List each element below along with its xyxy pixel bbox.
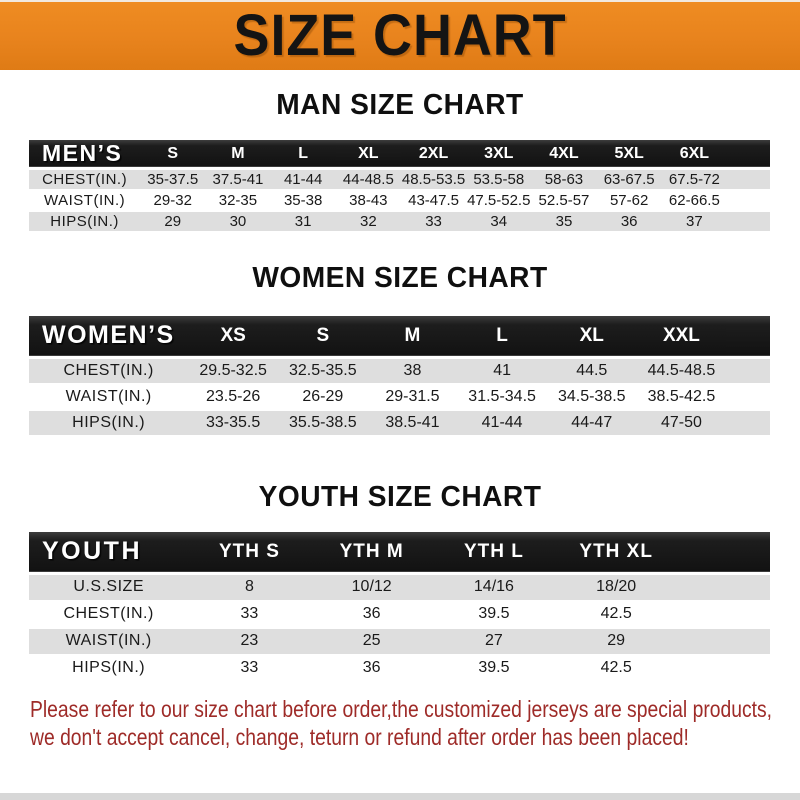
size-value-cell: 37 <box>686 212 703 230</box>
size-value-cell: 58-63 <box>544 170 584 188</box>
size-value-cell: 48.5-53.5 <box>401 170 466 188</box>
column-header-cell: 2XL <box>418 144 449 162</box>
row-label-cell: CHEST(IN.) <box>42 170 128 188</box>
size-value-cell: 47-50 <box>660 413 702 431</box>
column-header-cell: XXL <box>662 324 700 346</box>
table-row <box>29 211 770 232</box>
column-header-cell: 3XL <box>484 144 514 162</box>
women-size-chart-heading: WOMEN SIZE CHART <box>252 261 548 294</box>
size-value-cell: 31 <box>294 212 312 230</box>
filler-cell <box>726 384 770 410</box>
size-value-cell: 41 <box>493 361 511 379</box>
size-value-cell: 62-66.5 <box>668 191 720 209</box>
size-value-cell: 35 <box>555 212 573 230</box>
disclaimer-line-2: we don't accept cancel, change, teturn or refund after order has been placed! <box>30 723 689 750</box>
size-value-cell: 32 <box>360 212 377 230</box>
row-label-cell: HIPS(IN.) <box>72 659 146 676</box>
column-header-cell: M <box>231 144 245 162</box>
row-label-cell: WAIST(IN.) <box>44 191 126 209</box>
filler-cell <box>726 410 770 436</box>
table-title-cell: WOMEN’S <box>42 321 175 350</box>
size-value-cell: 31.5-34.5 <box>468 387 536 405</box>
row-label-cell: CHEST(IN.) <box>63 361 154 379</box>
column-header-cell: XS <box>220 324 246 346</box>
size-value-cell: 23 <box>240 632 259 649</box>
column-header-cell: YTH S <box>218 540 280 562</box>
size-value-cell: 32-35 <box>218 191 258 209</box>
size-value-cell: 34 <box>490 212 508 230</box>
size-value-cell: 44-48.5 <box>342 170 394 188</box>
size-value-cell: 38-43 <box>349 191 388 209</box>
size-value-cell: 25 <box>362 632 381 649</box>
size-value-cell: 33 <box>425 212 442 230</box>
size-value-cell: 37.5-41 <box>212 170 264 188</box>
size-value-cell: 47.5-52.5 <box>467 191 531 209</box>
size-value-cell: 39.5 <box>478 605 510 622</box>
filler-cell <box>677 655 770 682</box>
filler-cell <box>727 140 770 169</box>
size-value-cell: 43-47.5 <box>408 191 459 209</box>
column-header-cell: 6XL <box>679 144 710 162</box>
size-value-cell: 63-67.5 <box>603 170 655 188</box>
filler-cell <box>726 358 770 384</box>
man-size-table <box>29 140 770 233</box>
size-value-cell: 23.5-26 <box>206 387 261 405</box>
size-value-cell: 14/16 <box>473 578 514 596</box>
column-header-cell: XL <box>579 324 604 346</box>
column-header-cell: M <box>404 324 421 346</box>
disclaimer-line-1: Please refer to our size chart before order,the customized jerseys are special products, <box>30 695 773 722</box>
table-row <box>29 410 770 436</box>
size-value-cell: 42.5 <box>600 605 632 622</box>
row-label-cell: HIPS(IN.) <box>50 212 119 230</box>
size-value-cell: 38.5-42.5 <box>647 387 716 405</box>
column-header-cell: YTH XL <box>579 540 653 562</box>
row-label-cell: CHEST(IN.) <box>63 605 154 622</box>
size-value-cell: 35-38 <box>283 191 323 209</box>
table-title-cell: MEN’S <box>42 140 123 166</box>
size-value-cell: 36 <box>362 605 381 622</box>
size-value-cell: 38 <box>403 361 422 379</box>
size-value-cell: 33-35.5 <box>206 413 261 431</box>
column-header-cell: L <box>298 144 309 162</box>
size-value-cell: 35.5-38.5 <box>288 413 357 431</box>
disclaimer <box>30 695 800 751</box>
table-row <box>29 169 770 190</box>
table-header-row <box>29 532 770 574</box>
size-value-cell: 29-31.5 <box>385 387 440 405</box>
size-value-cell: 36 <box>620 212 638 230</box>
filler-cell <box>677 532 770 574</box>
filler-cell <box>727 211 770 232</box>
size-value-cell: 42.5 <box>600 659 632 676</box>
banner <box>0 0 800 70</box>
filler-cell <box>677 601 770 628</box>
size-value-cell: 38.5-41 <box>385 413 440 431</box>
filler-cell <box>727 190 770 211</box>
size-value-cell: 26-29 <box>302 387 344 405</box>
table-row <box>29 190 770 211</box>
column-header-cell: YTH L <box>463 540 524 562</box>
column-header-cell: 4XL <box>549 144 579 162</box>
size-value-cell: 44.5 <box>576 361 608 379</box>
size-value-cell: 34.5-38.5 <box>557 387 626 405</box>
size-value-cell: 27 <box>485 632 503 649</box>
size-value-cell: 29 <box>607 632 626 649</box>
size-value-cell: 10/12 <box>351 578 392 596</box>
size-value-cell: 53.5-58 <box>473 170 525 188</box>
table-header-row <box>29 316 770 358</box>
table-row <box>29 655 770 682</box>
size-value-cell: 41-44 <box>283 170 323 188</box>
row-label-cell: WAIST(IN.) <box>65 387 152 405</box>
size-value-cell: 39.5 <box>478 659 510 676</box>
filler-cell <box>726 316 770 358</box>
women-size-table <box>29 316 770 437</box>
size-value-cell: 36 <box>362 659 381 676</box>
bottom-strip <box>0 793 800 800</box>
size-value-cell: 44-47 <box>571 413 613 431</box>
table-row <box>29 384 770 410</box>
row-label-cell: WAIST(IN.) <box>65 632 152 649</box>
size-value-cell: 29 <box>164 212 182 230</box>
size-value-cell: 35-37.5 <box>147 170 199 188</box>
column-header-cell: 5XL <box>614 144 644 162</box>
size-value-cell: 30 <box>229 212 247 230</box>
table-row <box>29 628 770 655</box>
column-header-cell: YTH M <box>339 540 404 562</box>
filler-cell <box>677 574 770 601</box>
size-value-cell: 32.5-35.5 <box>288 361 357 379</box>
filler-cell <box>727 169 770 190</box>
table-row <box>29 601 770 628</box>
size-value-cell: 52.5-57 <box>538 191 590 209</box>
man-size-chart-heading: MAN SIZE CHART <box>276 89 524 121</box>
youth-size-table <box>29 532 770 683</box>
table-header-row <box>29 140 770 169</box>
size-value-cell: 33 <box>240 605 259 622</box>
size-value-cell: 44.5-48.5 <box>647 361 716 379</box>
table-row <box>29 358 770 384</box>
youth-size-chart-heading: YOUTH SIZE CHART <box>258 480 542 513</box>
column-header-cell: S <box>167 144 179 162</box>
table-title-cell: YOUTH <box>42 537 142 566</box>
size-value-cell: 57-62 <box>609 191 649 209</box>
size-value-cell: 67.5-72 <box>668 170 720 188</box>
size-value-cell: 18/20 <box>596 578 637 596</box>
filler-cell <box>677 628 770 655</box>
column-header-cell: S <box>316 324 330 346</box>
size-value-cell: 33 <box>240 659 259 676</box>
column-header-cell: XL <box>358 144 379 162</box>
size-value-cell: 8 <box>244 578 254 596</box>
size-value-cell: 41-44 <box>481 413 523 431</box>
page-title: SIZE CHART <box>233 3 567 68</box>
row-label-cell: HIPS(IN.) <box>72 413 146 431</box>
table-row <box>29 574 770 601</box>
column-header-cell: L <box>496 324 508 346</box>
size-value-cell: 29.5-32.5 <box>199 361 267 379</box>
size-value-cell: 29-32 <box>153 191 192 209</box>
row-label-cell: U.S.SIZE <box>73 578 144 596</box>
